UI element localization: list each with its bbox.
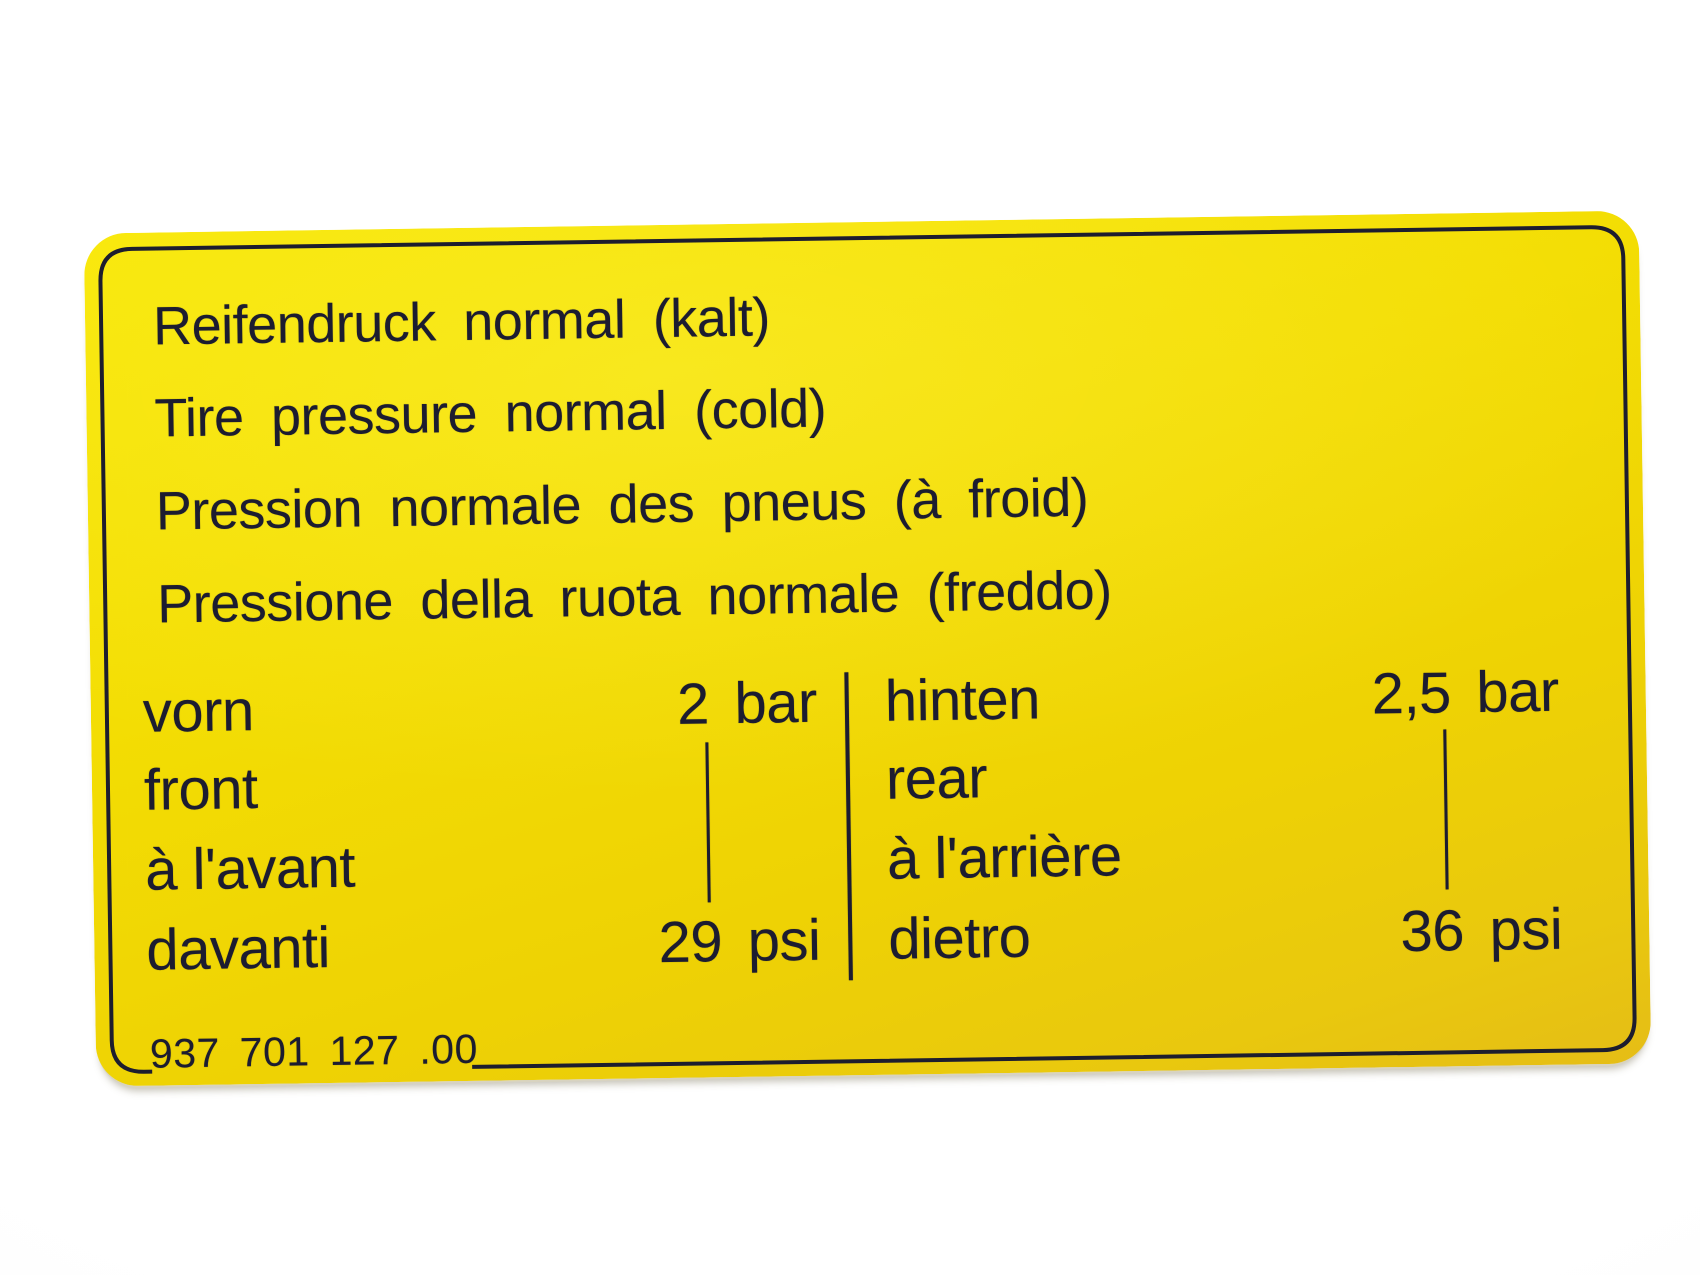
heading-german: Reifendruck normal (kalt) (152, 287, 771, 357)
part-number: 937 701 127 .00 (149, 1025, 479, 1077)
front-bar-value: 2 bar (676, 669, 818, 737)
front-psi-value: 29 psi (658, 907, 821, 976)
heading-english: Tire pressure normal (cold) (154, 378, 827, 449)
front-label-de: vorn (142, 678, 255, 745)
tire-pressure-label (84, 211, 1651, 1087)
rear-psi-value: 36 psi (1399, 896, 1563, 965)
rear-label-fr: à l'arrière (886, 823, 1123, 892)
heading-french: Pression normale des pneus (à froid) (155, 467, 1089, 542)
heading-italian: Pressione della ruota normale (freddo) (156, 560, 1113, 635)
rear-label-en: rear (885, 745, 988, 812)
rear-label-it: dietro (887, 904, 1031, 972)
rear-label-de: hinten (884, 666, 1041, 734)
rear-bar-value: 2,5 bar (1371, 658, 1560, 727)
front-label-fr: à l'avant (144, 834, 356, 903)
front-label-en: front (143, 756, 259, 823)
front-label-it: davanti (145, 915, 331, 983)
